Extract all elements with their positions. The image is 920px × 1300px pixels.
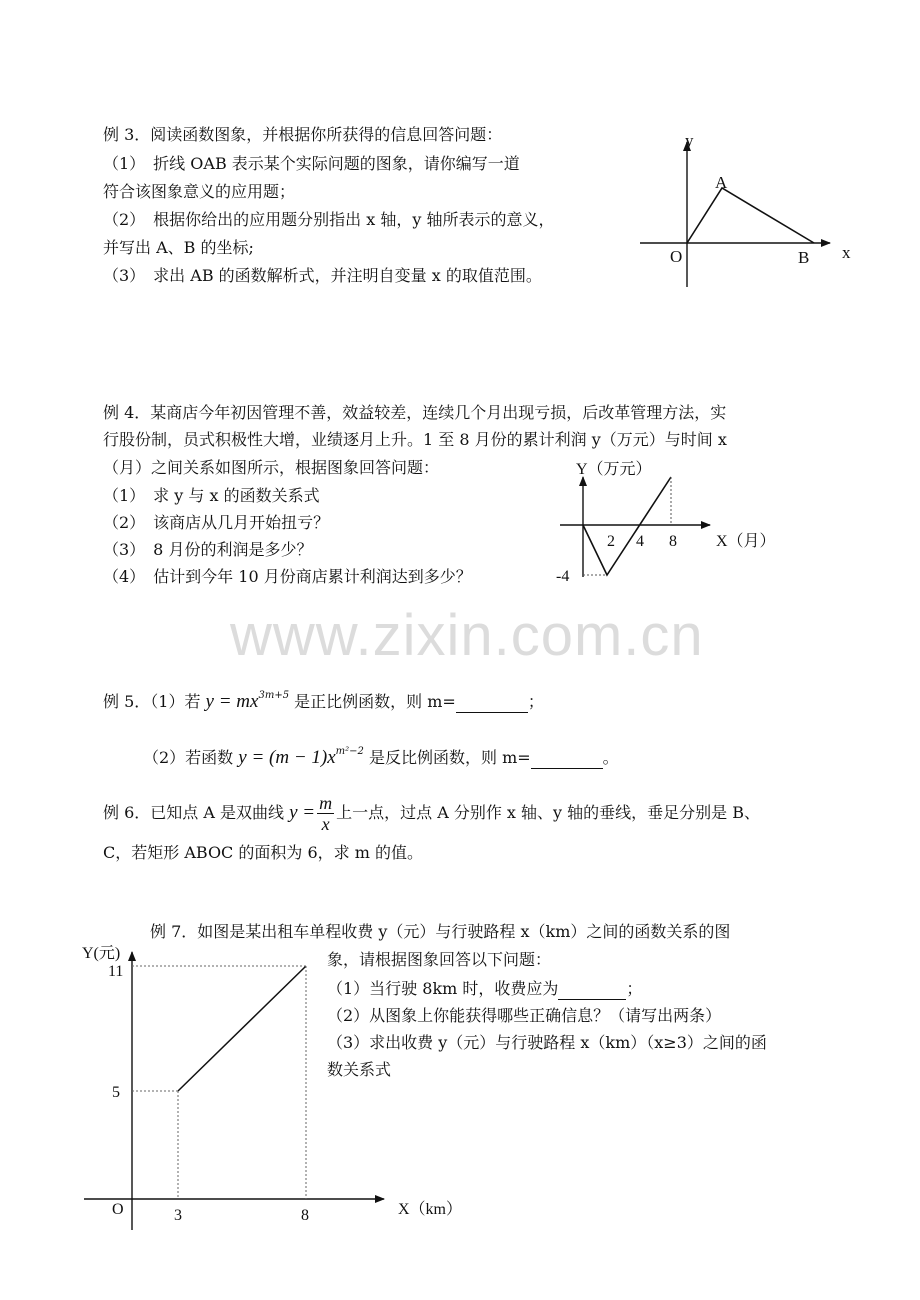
ex5-p1-blank[interactable] <box>456 692 528 713</box>
ex4-q3: （3） 8 月份的利润是多少？ <box>103 540 313 559</box>
ex4-tick-neg4: -4 <box>556 568 570 585</box>
ex6-numerator: m <box>319 793 333 813</box>
ex3-line-1: （1） 折线 OAB 表示某个实际问题的图象，请你编写一道 <box>103 154 520 173</box>
ex4-line <box>583 477 671 575</box>
ex4-line-3: （月）之间关系如图所示，根据图象回答问题： <box>103 458 440 477</box>
ex3-b-label: B <box>798 248 810 267</box>
ex3-y-label: y <box>685 131 694 150</box>
ex4-q1: （1） 求 y 与 x 的函数关系式 <box>103 486 320 505</box>
ex7-q3b: 数关系式 <box>327 1060 392 1079</box>
ex3-line-5: （3） 求出 AB 的函数解析式，并注明自变量 x 的取值范围。 <box>103 266 542 285</box>
ex7-o-label: O <box>112 1201 124 1218</box>
ex5-p2-exponent: m²−2 <box>335 746 364 757</box>
ex7-x-label: X（km） <box>398 1201 463 1218</box>
ex3-a-label: A <box>715 173 728 192</box>
ex7-line-2: 象，请根据图象回答以下问题： <box>327 950 552 969</box>
ex6-pre: 例 6．已知点 A 是双曲线 <box>103 803 284 822</box>
ex4-figure <box>550 455 790 590</box>
ex7-fare-line <box>178 966 306 1091</box>
ex3-title: 例 3．阅读函数图象，并根据你所获得的信息回答问题： <box>103 125 503 144</box>
ex5-p1-pre: 例 5．（1）若 <box>103 692 201 711</box>
ex4-x-label: X（月） <box>716 533 776 550</box>
ex3-polyline-oab <box>687 188 814 243</box>
ex7-q1-pre: （1）当行驶 8km 时，收费应为 <box>327 979 559 998</box>
ex7-figure <box>78 938 478 1238</box>
ex5-p1-post: 是正比例函数，则 m= <box>294 692 456 711</box>
ex7-tick-11: 11 <box>108 963 124 980</box>
ex7-q3a: （3）求出收费 y（元）与行驶路程 x（km）（x≥3）之间的函 <box>327 1033 767 1052</box>
watermark: www.zixin.com.cn <box>230 603 704 668</box>
ex6-line-2: C，若矩形 ABOC 的面积为 6，求 m 的值。 <box>103 843 423 862</box>
ex6-line-1 <box>103 791 760 835</box>
ex6-fraction <box>317 793 334 834</box>
ex4-line-1: 例 4．某商店今年初因管理不善，效益较差，连续几个月出现亏损，后改革管理方法，实 <box>103 403 727 422</box>
ex3-o-label: O <box>670 247 683 266</box>
ex5-part-1 <box>103 692 544 715</box>
ex7-tick-5: 5 <box>112 1084 120 1101</box>
ex6-denominator: x <box>321 814 330 834</box>
ex5-p2-end: 。 <box>602 748 619 767</box>
ex5-p1-formula: y = mx <box>205 691 259 712</box>
ex5-p2-pre: （2）若函数 <box>143 748 234 767</box>
ex6-post: 上一点，过点 A 分别作 x 轴、y 轴的垂线，垂足分别是 B、 <box>336 803 761 822</box>
ex4-y-label: Y（万元） <box>576 461 652 478</box>
ex7-tick-8: 8 <box>301 1207 309 1224</box>
ex4-q2: （2） 该商店从几月开始扭亏？ <box>103 513 330 532</box>
ex7-q1-blank[interactable] <box>558 979 626 1000</box>
ex7-line-1: 例 7．如图是某出租车单程收费 y（元）与行驶路程 x（km）之间的函数关系的图 <box>150 922 731 941</box>
ex7-y-label: Y(元) <box>82 945 121 962</box>
ex5-part-2 <box>143 748 619 771</box>
ex5-p2-post: 是反比例函数，则 m= <box>369 748 531 767</box>
ex4-tick-2: 2 <box>607 533 615 550</box>
ex3-line-3: （2） 根据你给出的应用题分别指出 x 轴，y 轴所表示的意义， <box>103 210 555 229</box>
ex5-p2-formula: y = (m − 1)x <box>238 747 336 768</box>
ex5-p1-end: ； <box>527 692 544 711</box>
ex7-q2: （2）从图象上你能获得哪些正确信息？（请写出两条） <box>327 1006 722 1025</box>
ex4-q4: （4） 估计到今年 10 月份商店累计利润达到多少？ <box>103 567 472 586</box>
ex4-tick-8: 8 <box>669 533 677 550</box>
ex3-x-label: x <box>842 243 851 262</box>
ex3-line-4: 并写出 A、B 的坐标; <box>103 238 254 257</box>
ex6-lhs: y = <box>289 802 316 823</box>
ex4-tick-4: 4 <box>636 533 644 550</box>
ex7-tick-3: 3 <box>174 1207 182 1224</box>
ex5-p1-exponent: 3m+5 <box>258 690 290 701</box>
ex4-line-2: 行股份制，员式积极性大增，业绩逐月上升。1 至 8 月份的累计利润 y（万元）与时间 x <box>103 430 727 449</box>
ex3-figure <box>630 130 860 290</box>
ex3-line-2: 符合该图象意义的应用题； <box>103 182 296 201</box>
ex5-p2-blank[interactable] <box>531 748 603 769</box>
ex7-q1-end: ； <box>626 979 643 998</box>
